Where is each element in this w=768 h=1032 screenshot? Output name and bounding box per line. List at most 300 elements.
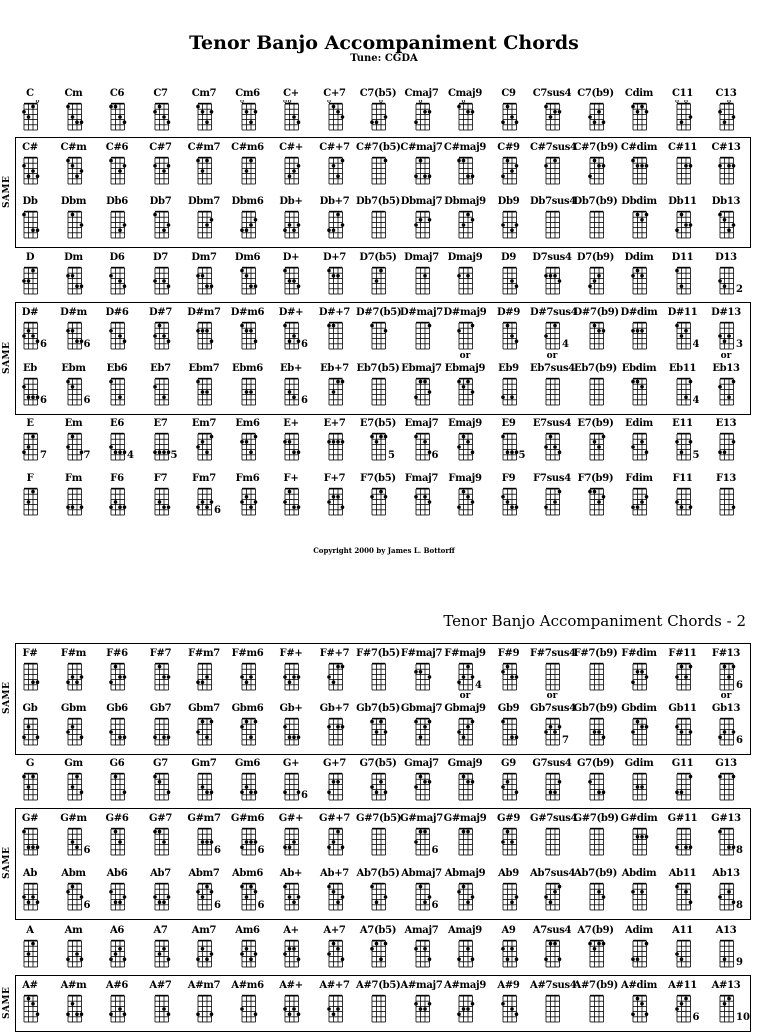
chord-name: Gbm7	[188, 703, 220, 714]
chord-name: D7(b9)	[576, 252, 615, 263]
chord-name: C#+	[279, 142, 303, 153]
chord-C	[8, 88, 52, 138]
finger-dot	[418, 380, 422, 384]
chord-name: Gmaj7	[404, 758, 439, 769]
finger-dot	[601, 435, 605, 439]
chord-diagram	[414, 660, 432, 692]
finger-dot	[414, 223, 418, 227]
chord-diagram	[414, 770, 432, 802]
chord-Emaj9	[443, 418, 487, 468]
chord-diagram	[283, 430, 301, 462]
chord-D#+	[269, 307, 313, 357]
chord-D7(b5)	[356, 252, 400, 302]
finger-dot	[253, 500, 257, 504]
finger-dot	[723, 120, 727, 124]
chord-A6	[95, 925, 139, 975]
finger-dot	[727, 890, 731, 894]
chord-diagram	[718, 485, 736, 517]
chord-Gb13	[704, 691, 748, 753]
chord-C7	[139, 88, 183, 138]
chord-F	[8, 473, 52, 523]
chord-diagram	[66, 770, 84, 802]
chord-diagram	[240, 880, 258, 912]
finger-dot	[414, 495, 418, 499]
fret-position-number: 6	[83, 845, 91, 856]
chord-diagram	[283, 100, 301, 132]
finger-dot	[414, 395, 418, 399]
finger-dot	[70, 675, 74, 679]
chord-diagram	[631, 937, 649, 969]
finger-dot	[558, 957, 562, 961]
finger-dot	[166, 790, 170, 794]
chord-name: Eb13	[712, 363, 740, 374]
chord-D+	[269, 252, 313, 302]
finger-dot	[645, 213, 649, 217]
finger-dot	[418, 1007, 422, 1011]
finger-dot	[31, 680, 35, 684]
fret-position-number: 6	[301, 790, 308, 801]
finger-dot	[297, 675, 301, 679]
chord-C#maj7	[400, 142, 444, 192]
finger-dot	[205, 159, 209, 163]
finger-dot	[631, 329, 635, 333]
finger-dot	[645, 835, 649, 839]
chord-A#7(b5)	[356, 980, 400, 1030]
finger-dot	[205, 223, 209, 227]
chord-name: A#7(b5)	[356, 980, 401, 991]
chord-name: D+	[282, 252, 300, 263]
finger-dot	[118, 395, 122, 399]
chord-diagram	[457, 154, 475, 186]
chord-row	[0, 196, 768, 246]
chord-name: G#m7	[187, 813, 221, 824]
finger-dot	[27, 997, 31, 1001]
finger-dot	[292, 840, 296, 844]
finger-dot	[196, 274, 200, 278]
or-label: or	[546, 691, 558, 701]
chord-diagram	[22, 715, 40, 747]
chord-G6	[95, 758, 139, 808]
finger-dot	[118, 115, 122, 119]
chord-F#7(b5)	[356, 648, 400, 698]
finger-dot	[292, 395, 296, 399]
finger-dot	[22, 110, 26, 114]
finger-dot	[114, 665, 118, 669]
chord-name: Eb7	[150, 363, 171, 374]
finger-dot	[201, 947, 205, 951]
chord-diagram	[544, 825, 562, 857]
finger-dot	[66, 505, 70, 509]
finger-dot	[375, 942, 379, 946]
finger-dot	[370, 324, 374, 328]
finger-dot	[336, 1007, 340, 1011]
finger-dot	[288, 735, 292, 739]
chord-diagram	[22, 319, 40, 351]
chord-diagram	[501, 660, 519, 692]
finger-dot	[501, 720, 505, 724]
chord-diagram	[240, 992, 258, 1024]
chord-diagram	[501, 485, 519, 517]
finger-dot	[205, 120, 209, 124]
chord-diagram	[327, 485, 345, 517]
finger-dot	[370, 495, 374, 499]
finger-dot	[514, 164, 518, 168]
finger-dot	[553, 790, 557, 794]
finger-dot	[253, 1012, 257, 1016]
chord-diagram	[457, 100, 475, 132]
chord-diagram	[370, 208, 388, 240]
chord-Eb7sus4	[530, 351, 575, 413]
finger-dot	[418, 670, 422, 674]
finger-dot	[727, 334, 731, 338]
finger-dot	[336, 665, 340, 669]
finger-dot	[727, 845, 731, 849]
finger-dot	[162, 840, 166, 844]
finger-dot	[31, 435, 35, 439]
chord-name: Db7(b9)	[573, 196, 618, 207]
finger-dot	[718, 279, 722, 283]
finger-dot	[471, 957, 475, 961]
chord-name: C#dim	[620, 142, 658, 153]
chord-diagram	[66, 660, 84, 692]
finger-dot	[688, 505, 692, 509]
chord-name: G#+	[278, 813, 304, 824]
chord-diagram	[283, 208, 301, 240]
chord-Gb9	[487, 703, 531, 753]
finger-dot	[253, 720, 257, 724]
chord-name: G#m6	[230, 813, 265, 824]
finger-dot	[501, 785, 505, 789]
finger-dot	[205, 735, 209, 739]
finger-dot	[679, 1002, 683, 1006]
finger-dot	[31, 490, 35, 494]
finger-dot	[601, 942, 605, 946]
finger-dot	[718, 164, 722, 168]
chord-diagram	[283, 154, 301, 186]
finger-dot	[114, 952, 118, 956]
finger-dot	[210, 1012, 214, 1016]
chord-name: G13	[715, 758, 737, 769]
chord-name: A#9	[497, 980, 520, 991]
chord-diagram	[457, 208, 475, 240]
finger-dot	[153, 735, 157, 739]
chord-diagram	[327, 992, 345, 1024]
chord-diagram	[240, 715, 258, 747]
chord-diagram	[675, 992, 693, 1024]
chord-name: D#m	[60, 307, 87, 318]
finger-dot	[240, 845, 244, 849]
finger-dot	[370, 947, 374, 951]
finger-dot	[70, 505, 74, 509]
chord-diagram	[414, 485, 432, 517]
chord-name: Ab7(b5)	[356, 868, 400, 879]
finger-dot	[22, 830, 26, 834]
finger-dot	[249, 505, 253, 509]
finger-dot	[292, 228, 296, 232]
finger-dot	[588, 942, 592, 946]
finger-dot	[31, 228, 35, 232]
finger-dot	[514, 450, 518, 454]
finger-dot	[505, 957, 509, 961]
chord-name: F#dim	[621, 648, 657, 659]
chord-G#7	[139, 813, 183, 863]
finger-dot	[592, 159, 596, 163]
chord-diagram	[196, 715, 214, 747]
fret-position-number: 6	[214, 900, 221, 911]
chord-diagram	[327, 660, 345, 692]
finger-dot	[244, 228, 248, 232]
finger-dot	[427, 1002, 431, 1006]
finger-dot	[36, 1012, 40, 1016]
finger-dot	[162, 228, 166, 232]
chord-G#m6	[226, 813, 270, 863]
finger-dot	[684, 845, 688, 849]
finger-dot	[288, 895, 292, 899]
finger-dot	[675, 500, 679, 504]
chord-diagram	[109, 825, 127, 857]
chord-name: Eb7(b5)	[356, 363, 400, 374]
chord-F#9	[487, 648, 531, 698]
finger-dot	[162, 115, 166, 119]
finger-dot	[79, 735, 83, 739]
fret-position-number: 7	[40, 450, 47, 461]
chord-name: F#m7	[188, 648, 220, 659]
chord-diagram	[196, 154, 214, 186]
chord-name: D7sus4	[532, 252, 572, 263]
finger-dot	[288, 440, 292, 444]
finger-dot	[379, 435, 383, 439]
finger-dot	[457, 505, 461, 509]
finger-dot	[331, 840, 335, 844]
chord-C#maj9	[443, 142, 487, 192]
chord-G#11	[661, 813, 705, 863]
chord-name: G#7sus4	[530, 813, 578, 824]
finger-dot	[514, 790, 518, 794]
chord-diagram	[240, 264, 258, 296]
chord-name: Abm6	[231, 868, 264, 879]
finger-dot	[166, 223, 170, 227]
finger-dot	[244, 274, 248, 278]
chord-diagram	[66, 264, 84, 296]
finger-dot	[514, 735, 518, 739]
finger-dot	[558, 490, 562, 494]
chord-name: G6	[109, 758, 125, 769]
finger-dot	[66, 680, 70, 684]
finger-dot	[427, 450, 431, 454]
chord-name: G#maj7	[400, 813, 443, 824]
chord-diagram	[109, 715, 127, 747]
fret-position-number: 8	[736, 845, 743, 856]
finger-dot	[684, 395, 688, 399]
chord-name: Dm6	[234, 252, 261, 263]
finger-dot	[292, 169, 296, 173]
chord-Eb7(b5)	[356, 363, 400, 413]
finger-dot	[675, 228, 679, 232]
chord-name: Fm7	[192, 473, 216, 484]
finger-dot	[36, 845, 40, 849]
chord-diagram	[370, 715, 388, 747]
chord-F#m6	[226, 648, 270, 698]
finger-dot	[336, 440, 340, 444]
finger-dot	[645, 495, 649, 499]
finger-dot	[370, 435, 374, 439]
finger-dot	[114, 900, 118, 904]
chord-name: D7	[152, 252, 169, 263]
finger-dot	[471, 174, 475, 178]
chord-Ab+	[269, 868, 313, 918]
chord-name: Dbm	[60, 196, 87, 207]
chord-diagram	[370, 375, 388, 407]
finger-dot	[292, 735, 296, 739]
chord-name: Ab7sus4	[530, 868, 576, 879]
finger-dot	[636, 213, 640, 217]
chord-name: Em	[64, 418, 83, 429]
fret-position-number: 6	[431, 900, 439, 911]
chord-row	[0, 88, 768, 138]
finger-dot	[109, 380, 113, 384]
chord-diagram	[501, 880, 519, 912]
chord-diagram	[370, 485, 388, 517]
finger-dot	[210, 110, 214, 114]
chord-Cmaj9	[443, 88, 487, 138]
chord-Am	[52, 925, 96, 975]
chord-name: C6	[109, 88, 125, 99]
chord-name: Gbm6	[231, 703, 264, 714]
finger-dot	[384, 159, 388, 163]
chord-A#13	[704, 980, 748, 1030]
chord-row	[0, 473, 768, 523]
finger-dot	[336, 947, 340, 951]
finger-dot	[471, 390, 475, 394]
chord-diagram	[22, 375, 40, 407]
finger-dot	[157, 500, 161, 504]
chord-diagram	[718, 264, 736, 296]
finger-dot	[288, 174, 292, 178]
chord-name: C9	[501, 88, 516, 99]
chord-G13	[704, 758, 748, 808]
finger-dot	[384, 790, 388, 794]
finger-dot	[423, 110, 427, 114]
chord-name: Ab+	[279, 868, 303, 879]
chord-F#m	[52, 648, 96, 698]
chord-diagram	[675, 154, 693, 186]
fret-position-number: 6	[40, 339, 47, 350]
finger-dot	[370, 120, 374, 124]
finger-dot	[510, 228, 514, 232]
chord-diagram	[544, 660, 562, 692]
finger-dot	[718, 735, 722, 739]
finger-dot	[631, 505, 635, 509]
finger-dot	[427, 174, 431, 178]
chord-Gb+7	[313, 703, 357, 753]
finger-dot	[36, 680, 40, 684]
finger-dot	[109, 445, 113, 449]
chord-diagram	[718, 880, 736, 912]
chord-diagram	[544, 937, 562, 969]
finger-dot	[244, 110, 248, 114]
chord-C#	[8, 142, 52, 192]
finger-dot	[597, 500, 601, 504]
fret-position-number: 2	[736, 284, 743, 295]
finger-dot	[636, 835, 640, 839]
chord-name: Edim	[625, 418, 653, 429]
chord-diagram	[240, 375, 258, 407]
fret-position-number: 6	[736, 735, 743, 746]
finger-dot	[466, 830, 470, 834]
finger-dot	[462, 775, 466, 779]
chord-diagram	[588, 208, 606, 240]
finger-dot	[66, 1012, 70, 1016]
chord-name: F#7sus4	[530, 648, 576, 659]
finger-dot	[331, 164, 335, 168]
chord-diagram	[153, 375, 171, 407]
chord-Db11	[661, 196, 705, 246]
chord-E9	[487, 418, 531, 468]
finger-dot	[505, 159, 509, 163]
chord-Amaj7	[400, 925, 444, 975]
finger-dot	[510, 735, 514, 739]
finger-dot	[118, 900, 122, 904]
chord-Gb	[8, 703, 52, 753]
finger-dot	[631, 890, 635, 894]
finger-dot	[118, 334, 122, 338]
chord-diagram	[66, 485, 84, 517]
finger-dot	[244, 390, 248, 394]
chord-C13	[704, 88, 748, 138]
finger-dot	[162, 395, 166, 399]
same-label: SAME	[2, 846, 12, 880]
chord-Cm7	[182, 88, 226, 138]
chord-F#7(b9)	[574, 648, 618, 698]
chord-D#7(b9)	[574, 307, 618, 357]
chord-diagram	[196, 208, 214, 240]
finger-dot	[558, 450, 562, 454]
finger-dot	[244, 840, 248, 844]
finger-dot	[210, 952, 214, 956]
finger-dot	[240, 269, 244, 273]
chord-diagram	[501, 715, 519, 747]
finger-dot	[240, 324, 244, 328]
finger-dot	[79, 169, 83, 173]
chord-G#dim	[617, 813, 661, 863]
finger-dot	[292, 279, 296, 283]
chord-Cdim	[617, 88, 661, 138]
chord-diagram	[588, 880, 606, 912]
chord-Dbmaj7	[400, 196, 444, 246]
chord-name: Ab7(b9)	[573, 868, 618, 879]
finger-dot	[153, 895, 157, 899]
finger-dot	[384, 495, 388, 499]
chord-C11	[661, 88, 705, 138]
chord-diagram	[66, 715, 84, 747]
chord-diagram	[327, 430, 345, 462]
chord-diagram	[501, 770, 519, 802]
finger-dot	[340, 725, 344, 729]
finger-dot	[79, 1012, 83, 1016]
chord-D7(b9)	[574, 252, 618, 302]
finger-dot	[75, 1012, 79, 1016]
chord-name: D#maj7	[400, 307, 443, 318]
chord-name: A#6	[105, 980, 129, 991]
finger-dot	[688, 115, 692, 119]
finger-dot	[153, 164, 157, 168]
chord-Gm6	[226, 758, 270, 808]
finger-dot	[514, 895, 518, 899]
finger-dot	[331, 1012, 335, 1016]
chord-Eb7	[139, 363, 183, 413]
finger-dot	[597, 890, 601, 894]
finger-dot	[166, 450, 170, 454]
